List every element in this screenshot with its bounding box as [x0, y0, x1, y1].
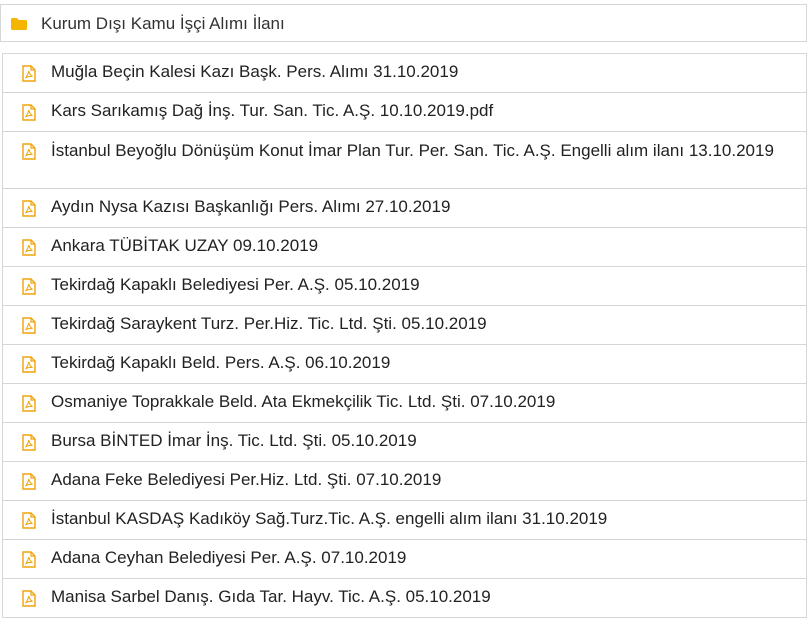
file-list-item[interactable]: [2, 462, 807, 501]
pdf-file-icon: [22, 200, 36, 217]
file-list-item[interactable]: [2, 54, 807, 93]
pdf-file-icon: [22, 356, 36, 373]
folder-icon: [11, 18, 27, 30]
file-link[interactable]: Manisa Sarbel Danış. Gıda Tar. Hayv. Tic. A.Ş. 05.10.2019: [51, 587, 491, 606]
file-link[interactable]: Kars Sarıkamış Dağ İnş. Tur. San. Tic. A.Ş. 10.10.2019.pdf: [51, 101, 494, 120]
pdf-file-icon: [22, 278, 36, 295]
file-link[interactable]: Ankara TÜBİTAK UZAY 09.10.2019: [51, 236, 319, 255]
file-link[interactable]: Tekirdağ Saraykent Turz. Per.Hiz. Tic. Ltd. Şti. 05.10.2019: [51, 314, 487, 333]
file-list-item[interactable]: [2, 501, 807, 540]
file-list-item[interactable]: [2, 579, 807, 618]
folder-header[interactable]: [0, 4, 807, 42]
file-link[interactable]: Adana Feke Belediyesi Per.Hiz. Ltd. Şti. 07.10.2019: [51, 470, 442, 489]
file-link[interactable]: İstanbul KASDAŞ Kadıköy Sağ.Turz.Tic. A.Ş. engelli alım ilanı 31.10.2019: [51, 509, 608, 528]
file-link[interactable]: Tekirdağ Kapaklı Beld. Pers. A.Ş. 06.10.2019: [51, 353, 391, 372]
pdf-file-icon: [22, 104, 36, 121]
pdf-file-icon: [22, 551, 36, 568]
file-list-item[interactable]: [2, 267, 807, 306]
file-link[interactable]: Osmaniye Toprakkale Beld. Ata Ekmekçilik Tic. Ltd. Şti. 07.10.2019: [51, 392, 556, 411]
folder-title: Kurum Dışı Kamu İşçi Alımı İlanı: [41, 14, 285, 33]
file-list-item[interactable]: [2, 189, 807, 228]
file-list-item[interactable]: [2, 228, 807, 267]
file-link[interactable]: Adana Ceyhan Belediyesi Per. A.Ş. 07.10.2019: [51, 548, 407, 567]
pdf-file-icon: [22, 434, 36, 451]
file-list-item[interactable]: [2, 423, 807, 462]
file-link[interactable]: İstanbul Beyoğlu Dönüşüm Konut İmar Plan Tur. Per. San. Tic. A.Ş. Engelli alım ilanı 13.10.2019: [51, 141, 774, 160]
pdf-file-icon: [22, 65, 36, 82]
pdf-file-icon: [22, 239, 36, 256]
pdf-file-icon: [22, 512, 36, 529]
file-link[interactable]: Aydın Nysa Kazısı Başkanlığı Pers. Alımı 27.10.2019: [51, 197, 451, 216]
pdf-file-icon: [22, 143, 36, 160]
file-link[interactable]: Tekirdağ Kapaklı Belediyesi Per. A.Ş. 05.10.2019: [51, 275, 420, 294]
file-list-item[interactable]: [2, 93, 807, 132]
pdf-file-icon: [22, 590, 36, 607]
file-list-item[interactable]: [2, 345, 807, 384]
pdf-file-icon: [22, 395, 36, 412]
pdf-file-icon: [22, 317, 36, 334]
file-list-item[interactable]: [2, 384, 807, 423]
file-list-item[interactable]: [2, 540, 807, 579]
file-list-item[interactable]: [2, 132, 807, 189]
file-list-item[interactable]: [2, 306, 807, 345]
file-link[interactable]: Muğla Beçin Kalesi Kazı Başk. Pers. Alımı 31.10.2019: [51, 62, 459, 81]
file-link[interactable]: Bursa BİNTED İmar İnş. Tic. Ltd. Şti. 05.10.2019: [51, 431, 417, 450]
file-list: [2, 53, 807, 618]
pdf-file-icon: [22, 473, 36, 490]
